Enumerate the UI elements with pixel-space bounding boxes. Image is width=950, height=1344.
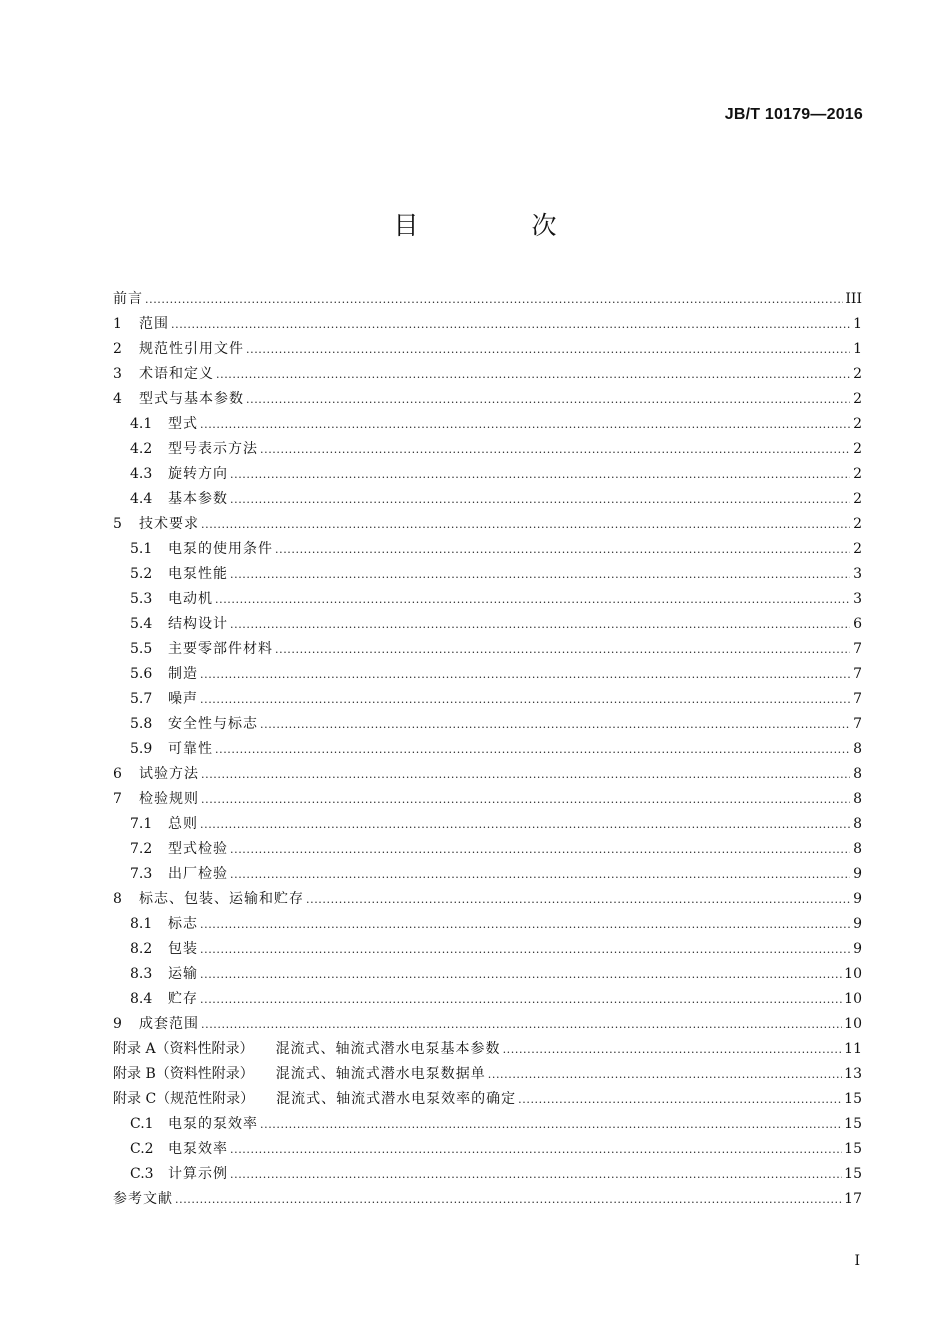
toc-entry-page: 8 (853, 741, 862, 757)
toc-entry[interactable] (113, 487, 862, 512)
page-title: 目 次 (393, 211, 601, 240)
toc-entry[interactable] (113, 312, 862, 337)
toc-leader-dots (175, 1187, 842, 1212)
toc-entry-page: 15 (844, 1116, 862, 1132)
toc-entry-page: 10 (844, 966, 862, 982)
toc-entry-number: 附录 B（资料性附录） (113, 1066, 254, 1082)
toc-entry-page: 6 (853, 616, 862, 632)
toc-entry-page: 9 (853, 891, 862, 907)
toc-leader-dots (275, 537, 850, 562)
toc-entry[interactable] (113, 637, 862, 662)
toc-entry-title: 规范性引用文件 (139, 341, 244, 357)
toc-entry-number: 4 (113, 391, 122, 407)
toc-entry-number: 3 (113, 366, 122, 382)
toc-leader-dots (216, 362, 850, 387)
toc-entry[interactable] (113, 462, 862, 487)
toc-entry-page: 2 (853, 366, 862, 382)
toc-entry-title: 标志 (168, 916, 198, 932)
toc-entry-number: 5.6 (130, 666, 153, 682)
toc-leader-dots (230, 562, 850, 587)
toc-entry-title: 混流式、轴流式潜水电泵数据单 (275, 1066, 486, 1082)
toc-entry-page: 2 (853, 391, 862, 407)
table-of-contents (113, 287, 862, 1212)
toc-entry-page: 9 (853, 916, 862, 932)
toc-entry-number: 5.8 (130, 716, 153, 732)
toc-entry-title: 可靠性 (168, 741, 213, 757)
toc-entry-title: 范围 (139, 316, 169, 332)
toc-entry-number: 5.5 (130, 641, 153, 657)
toc-entry-title: 混流式、轴流式潜水电泵效率的确定 (276, 1091, 517, 1107)
toc-leader-dots (201, 1012, 842, 1037)
toc-leader-dots (275, 637, 850, 662)
toc-entry-number: 4.2 (130, 441, 153, 457)
toc-entry-number: 附录 C（规范性附录） (113, 1091, 255, 1107)
toc-entry-page: 2 (853, 416, 862, 432)
toc-entry[interactable] (113, 962, 862, 987)
toc-entry-number: 5.1 (130, 541, 153, 557)
toc-entry-number: 4.3 (130, 466, 153, 482)
toc-entry-number: 8.3 (130, 966, 153, 982)
toc-entry-title: 安全性与标志 (168, 716, 258, 732)
toc-entry[interactable] (113, 512, 862, 537)
toc-entry-page: 8 (853, 791, 862, 807)
toc-entry-page: 2 (853, 466, 862, 482)
toc-entry-page: 10 (844, 991, 862, 1007)
toc-entry[interactable] (113, 687, 862, 712)
toc-entry-page: III (845, 291, 862, 307)
toc-entry-number: 1 (113, 316, 122, 332)
toc-entry-title: 术语和定义 (139, 366, 214, 382)
toc-entry-page: 7 (853, 716, 862, 732)
toc-entry-page: 15 (844, 1091, 862, 1107)
toc-entry-page: 2 (853, 516, 862, 532)
toc-leader-dots (201, 512, 850, 537)
toc-entry[interactable] (113, 437, 862, 462)
toc-entry[interactable] (113, 1162, 862, 1187)
toc-entry[interactable] (113, 787, 862, 812)
toc-leader-dots (200, 662, 850, 687)
toc-entry[interactable] (113, 1037, 862, 1062)
toc-entry-number: 8 (113, 891, 122, 907)
toc-entry-page: 17 (844, 1191, 862, 1207)
toc-leader-dots (171, 312, 850, 337)
toc-entry[interactable] (113, 337, 862, 362)
toc-leader-dots (260, 1112, 842, 1137)
toc-entry-title: 总则 (168, 816, 198, 832)
toc-entry-page: 7 (853, 641, 862, 657)
toc-entry-title: 标志、包装、运输和贮存 (139, 891, 304, 907)
toc-leader-dots (230, 862, 850, 887)
toc-entry[interactable] (113, 1112, 862, 1137)
toc-leader-dots (230, 462, 850, 487)
toc-entry-title: 出厂检验 (168, 866, 228, 882)
toc-entry-page: 10 (844, 1016, 862, 1032)
toc-entry-number: 7.1 (130, 816, 153, 832)
toc-leader-dots (230, 487, 850, 512)
toc-entry-title: 基本参数 (168, 491, 228, 507)
toc-entry-page: 9 (853, 866, 862, 882)
toc-entry-number: 5.2 (130, 566, 153, 582)
page-number: I (854, 1253, 860, 1269)
toc-entry[interactable] (113, 887, 862, 912)
toc-entry-title: 电泵的泵效率 (168, 1116, 258, 1132)
toc-leader-dots (200, 812, 850, 837)
toc-entry[interactable] (113, 412, 862, 437)
toc-entry-number: 5.9 (130, 741, 153, 757)
toc-entry-page: 15 (844, 1141, 862, 1157)
toc-entry-number: 附录 A（资料性附录） (113, 1041, 254, 1057)
toc-leader-dots (230, 837, 850, 862)
toc-entry-number: C.1 (130, 1116, 154, 1132)
toc-entry[interactable] (113, 1187, 862, 1212)
standard-number: JB/T 10179—2016 (724, 106, 863, 123)
toc-entry[interactable] (113, 612, 862, 637)
toc-entry-title: 电动机 (168, 591, 213, 607)
toc-entry-title: 检验规则 (139, 791, 199, 807)
toc-entry-page: 8 (853, 841, 862, 857)
toc-leader-dots (230, 1162, 842, 1187)
toc-entry-page: 2 (853, 491, 862, 507)
toc-entry-title: 前言 (113, 291, 143, 307)
toc-entry[interactable] (113, 1062, 862, 1087)
toc-entry-page: 2 (853, 541, 862, 557)
toc-entry[interactable] (113, 287, 862, 312)
toc-entry-title: 旋转方向 (168, 466, 228, 482)
toc-leader-dots (200, 962, 842, 987)
toc-leader-dots (230, 612, 850, 637)
toc-entry[interactable] (113, 912, 862, 937)
toc-leader-dots (246, 387, 850, 412)
toc-entry-title: 技术要求 (139, 516, 199, 532)
toc-leader-dots (260, 437, 850, 462)
toc-entry-number: 7.2 (130, 841, 153, 857)
toc-entry-page: 9 (853, 941, 862, 957)
toc-entry[interactable] (113, 737, 862, 762)
toc-entry[interactable] (113, 712, 862, 737)
toc-entry[interactable] (113, 862, 862, 887)
toc-entry-title: 型式检验 (168, 841, 228, 857)
toc-entry-page: 1 (853, 341, 862, 357)
toc-entry-page: 1 (853, 316, 862, 332)
toc-leader-dots (200, 937, 850, 962)
toc-entry[interactable] (113, 562, 862, 587)
toc-leader-dots (215, 737, 850, 762)
toc-entry-number: 5 (113, 516, 122, 532)
toc-entry[interactable] (113, 362, 862, 387)
toc-leader-dots (145, 287, 843, 312)
toc-entry[interactable] (113, 837, 862, 862)
toc-leader-dots (201, 762, 850, 787)
toc-entry-number: 8.2 (130, 941, 153, 957)
toc-entry-page: 8 (853, 766, 862, 782)
toc-leader-dots (215, 587, 850, 612)
toc-entry-page: 11 (844, 1041, 862, 1057)
toc-entry-title: 结构设计 (168, 616, 228, 632)
toc-leader-dots (200, 912, 850, 937)
toc-leader-dots (246, 337, 850, 362)
toc-leader-dots (503, 1037, 843, 1062)
toc-entry-number: 5.3 (130, 591, 153, 607)
toc-entry[interactable] (113, 1012, 862, 1037)
toc-entry-page: 3 (853, 591, 862, 607)
toc-entry-page: 2 (853, 441, 862, 457)
toc-entry-title: 混流式、轴流式潜水电泵基本参数 (275, 1041, 501, 1057)
toc-entry[interactable] (113, 1137, 862, 1162)
toc-entry-title: 参考文献 (113, 1191, 173, 1207)
toc-entry[interactable] (113, 762, 862, 787)
toc-leader-dots (200, 687, 850, 712)
toc-entry-number: C.3 (130, 1166, 154, 1182)
toc-entry-title: 贮存 (168, 991, 198, 1007)
toc-leader-dots (260, 712, 850, 737)
toc-leader-dots (200, 987, 842, 1012)
toc-leader-dots (230, 1137, 842, 1162)
toc-entry-number: 8.1 (130, 916, 153, 932)
toc-leader-dots (200, 412, 850, 437)
toc-leader-dots (306, 887, 850, 912)
toc-entry-page: 7 (853, 666, 862, 682)
toc-leader-dots (201, 787, 850, 812)
toc-leader-dots (488, 1062, 842, 1087)
toc-entry-title: 主要零部件材料 (168, 641, 273, 657)
toc-entry-title: 成套范围 (139, 1016, 199, 1032)
toc-entry[interactable] (113, 1087, 862, 1112)
toc-entry-number: 6 (113, 766, 122, 782)
toc-entry-title: 包装 (168, 941, 198, 957)
toc-entry-number: 4.1 (130, 416, 153, 432)
toc-entry-title: 试验方法 (139, 766, 199, 782)
toc-entry-number: 7 (113, 791, 122, 807)
toc-entry-number: 4.4 (130, 491, 153, 507)
toc-entry-title: 制造 (168, 666, 198, 682)
toc-entry-number: 2 (113, 341, 122, 357)
toc-entry-page: 3 (853, 566, 862, 582)
toc-entry-number: 8.4 (130, 991, 153, 1007)
toc-entry-title: 电泵效率 (168, 1141, 228, 1157)
toc-entry-number: 7.3 (130, 866, 153, 882)
toc-entry-title: 电泵的使用条件 (168, 541, 273, 557)
toc-entry-page: 15 (844, 1166, 862, 1182)
toc-entry-number: 5.7 (130, 691, 153, 707)
toc-entry[interactable] (113, 937, 862, 962)
toc-entry-page: 7 (853, 691, 862, 707)
toc-entry-title: 电泵性能 (168, 566, 228, 582)
toc-entry-page: 8 (853, 816, 862, 832)
toc-entry[interactable] (113, 537, 862, 562)
toc-entry-number: 5.4 (130, 616, 153, 632)
toc-entry[interactable] (113, 587, 862, 612)
toc-entry-title: 型号表示方法 (168, 441, 258, 457)
toc-entry-title: 计算示例 (168, 1166, 228, 1182)
toc-leader-dots (518, 1087, 842, 1112)
toc-entry[interactable] (113, 662, 862, 687)
toc-entry-title: 运输 (168, 966, 198, 982)
toc-entry-page: 13 (844, 1066, 862, 1082)
toc-entry[interactable] (113, 812, 862, 837)
toc-entry-title: 噪声 (168, 691, 198, 707)
toc-entry-title: 型式 (168, 416, 198, 432)
toc-entry-title: 型式与基本参数 (139, 391, 244, 407)
toc-entry-number: C.2 (130, 1141, 154, 1157)
toc-entry[interactable] (113, 387, 862, 412)
toc-entry-number: 9 (113, 1016, 122, 1032)
toc-entry[interactable] (113, 987, 862, 1012)
